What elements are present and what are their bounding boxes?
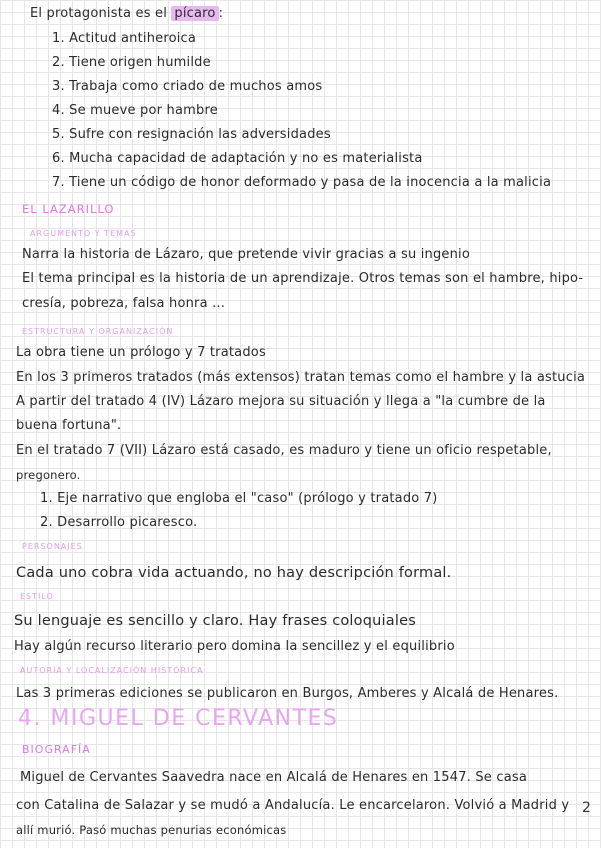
text-line: En los 3 primeros tratados (más extensos) tratan temas como el hambre y la astucia [16, 370, 586, 385]
intro-suffix: : [218, 6, 224, 21]
text-line: buena fortuna". [16, 418, 122, 433]
text-line: El tema principal es la historia de un aprendizaje. Otros temas son el hambre, hipo- [22, 271, 584, 286]
section-heading-lazarillo: EL LAZARILLO [22, 202, 115, 216]
text-line: Narra la historia de Lázaro, que pretende vivir gracias a su ingenio [22, 247, 471, 262]
text-line: con Catalina de Salazar y se mudó a Andalucía. Le encarcelaron. Volvió a Madrid y [16, 798, 570, 813]
list-item: 3. Trabaja como criado de muchos amos [52, 79, 323, 94]
text-line: Miguel de Cervantes Saavedra nace en Alcalá de Henares en 1547. Se casa [20, 770, 527, 785]
subheading-biografia: BIOGRAFÍA [22, 743, 91, 756]
text-line: En el tratado 7 (VII) Lázaro está casado, es maduro y tiene un oficio respetable, [16, 443, 552, 458]
text-line: La obra tiene un prólogo y 7 tratados [16, 345, 266, 360]
text-line: A partir del tratado 4 (IV) Lázaro mejora su situación y llega a "la cumbre de la [16, 394, 546, 409]
text-line: Hay algún recurso literario pero domina la sencillez y el equilibrio [14, 639, 455, 654]
text-line: Las 3 primeras ediciones se publicaron en Burgos, Amberes y Alcalá de Henares. [16, 686, 559, 701]
list-item: 4. Se mueve por hambre [52, 103, 218, 118]
list-item: 6. Mucha capacidad de adaptación y no es materialista [52, 151, 423, 166]
page-title-cervantes: 4. MIGUEL DE CERVANTES [18, 706, 339, 731]
intro-prefix: El protagonista es el [30, 6, 168, 21]
list-item: 2. Desarrollo picaresco. [40, 515, 198, 530]
list-item: 5. Sufre con resignación las adversidades [52, 127, 331, 142]
list-item: 1. Eje narrativo que engloba el "caso" (prólogo y tratado 7) [40, 491, 438, 506]
list-item: 2. Tiene origen humilde [52, 55, 211, 70]
subheading-personajes: PERSONAJES [22, 542, 83, 551]
text-line: Su lenguaje es sencillo y claro. Hay frases coloquiales [14, 613, 416, 629]
subheading-argumento: ARGUMENTO Y TEMAS [30, 229, 137, 238]
intro-line [30, 6, 223, 22]
subheading-estilo: ESTILO [20, 592, 54, 601]
text-line: cresía, pobreza, falsa honra ... [22, 296, 226, 311]
subheading-autoria: AUTORÍA Y LOCALIZACIÓN HISTÓRICA [20, 666, 204, 675]
highlighted-term: pícaro [171, 6, 218, 21]
list-item: 1. Actitud antiheroica [52, 31, 197, 46]
list-item: 7. Tiene un código de honor deformado y pasa de la inocencia a la malicia [52, 175, 552, 190]
text-line: pregonero. [16, 468, 81, 482]
text-line: allí murió. Pasó muchas penurias económicas [16, 823, 287, 837]
subheading-estructura: ESTRUCTURA Y ORGANIZACIÓN [22, 327, 174, 336]
text-line: Cada uno cobra vida actuando, no hay descripción formal. [16, 565, 452, 581]
page-number: 2 [582, 800, 591, 816]
